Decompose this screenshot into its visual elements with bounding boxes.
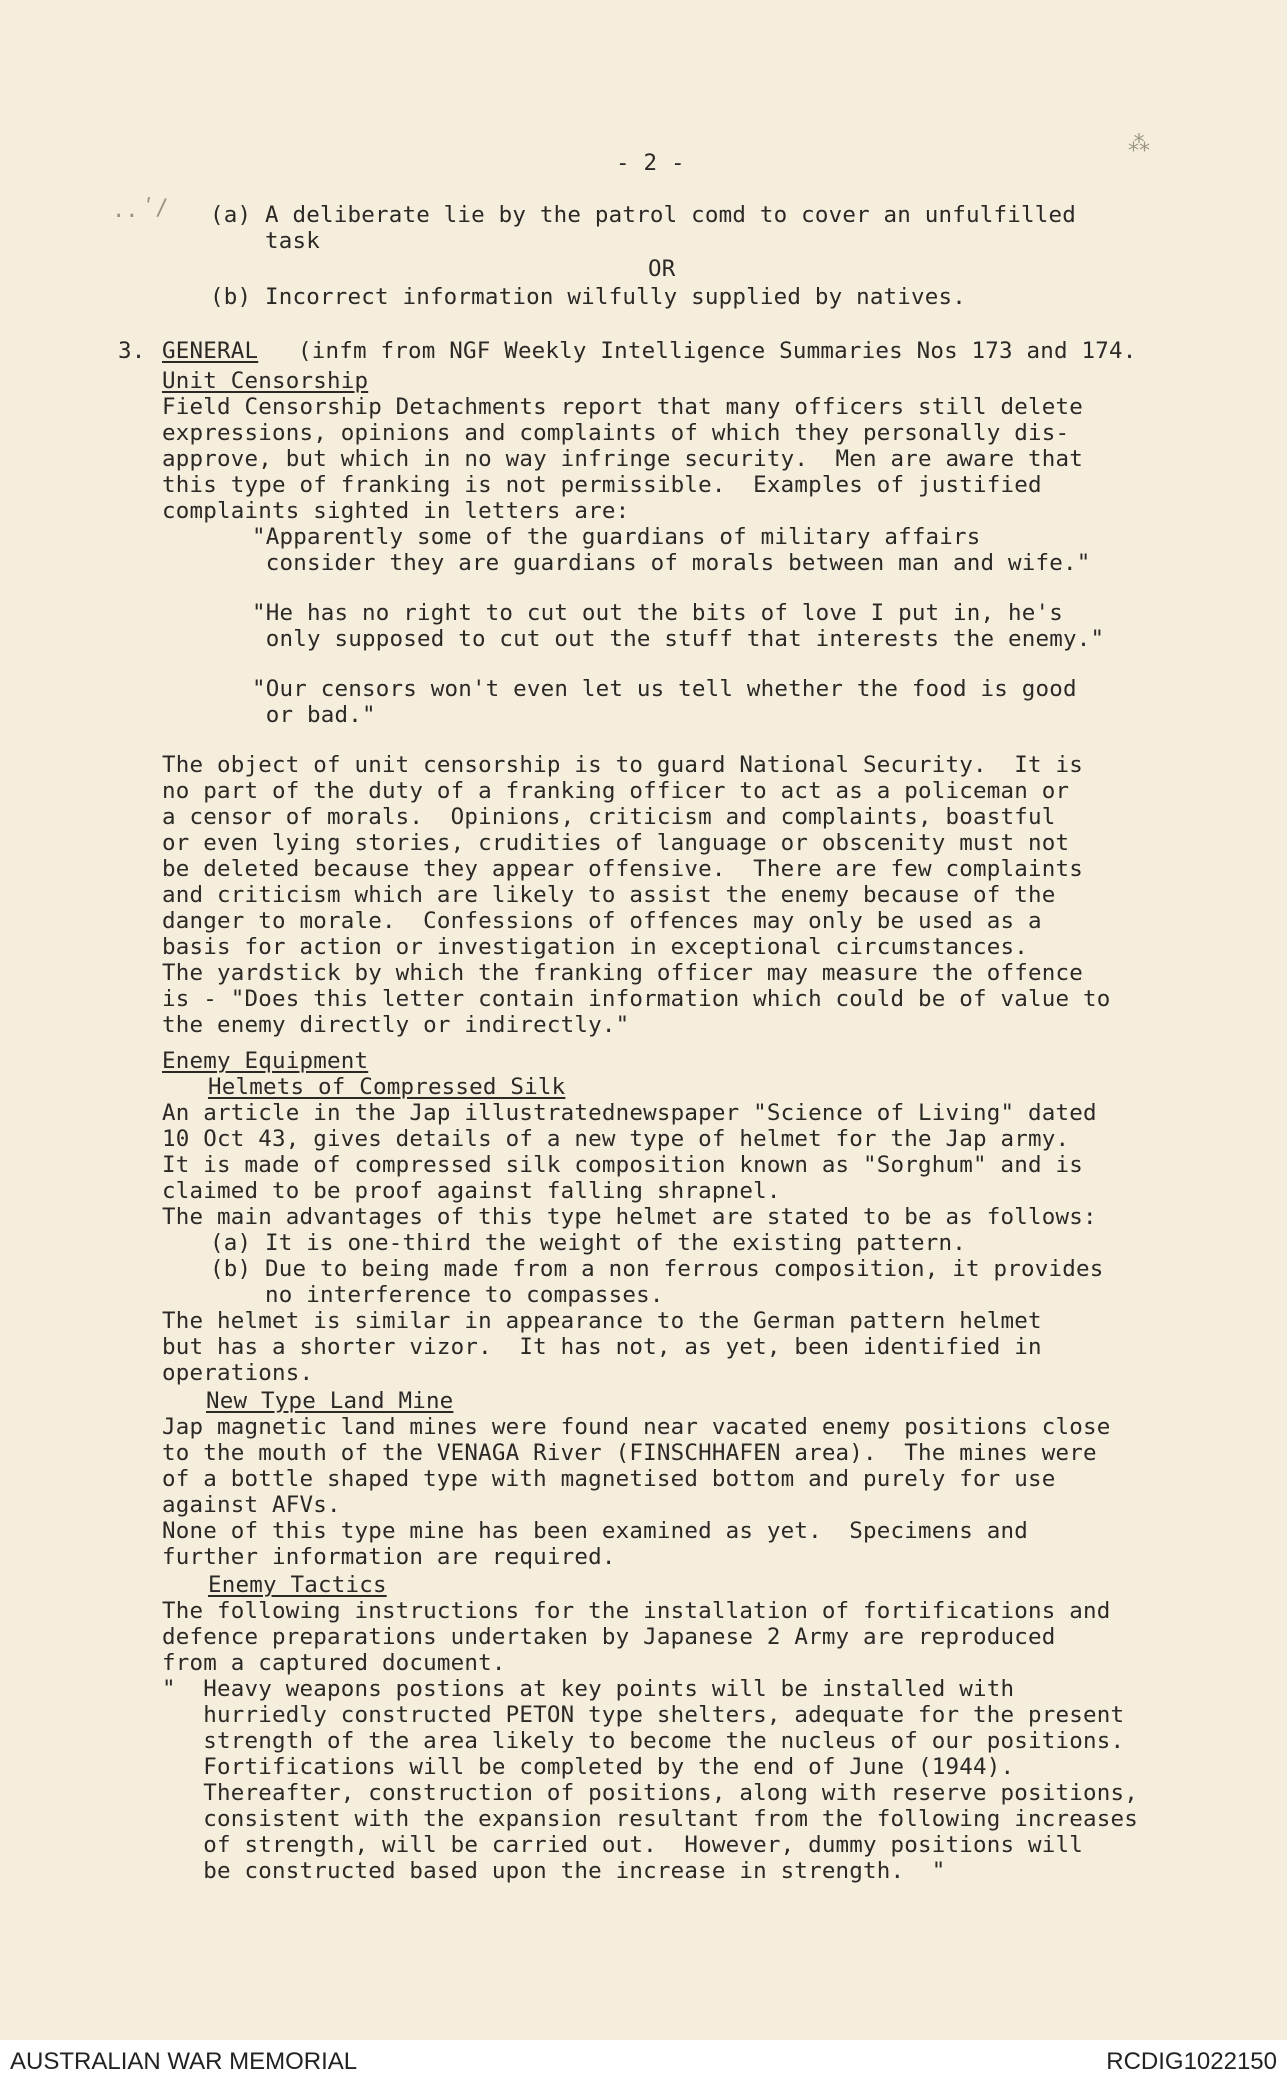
paragraph-line: The following instructions for the installation of fortifications and	[162, 1598, 1111, 1624]
quote-line: of strength, will be carried out. However, dummy positions will	[162, 1832, 1083, 1858]
quote-line: "He has no right to cut out the bits of love I put in, he's	[252, 600, 1064, 626]
list-item-b: (b) Due to being made from a non ferrous composition, it provides	[210, 1256, 1104, 1282]
quote-line: "Our censors won't even let us tell whether the food is good	[252, 676, 1077, 702]
paragraph-line: be deleted because they appear offensive. There are few complaints	[162, 856, 1083, 882]
paragraph-line: expressions, opinions and complaints of which they personally dis-	[162, 420, 1070, 446]
paragraph-line: defence preparations undertaken by Japanese 2 Army are reproduced	[162, 1624, 1056, 1650]
item-a-line-2: task	[210, 228, 320, 254]
paragraph-line: against AFVs.	[162, 1492, 341, 1518]
paragraph-line: The yardstick by which the franking officer may measure the offence	[162, 960, 1083, 986]
paragraph-line: is - "Does this letter contain information which could be of value to	[162, 986, 1111, 1012]
enemy-tactics-heading: Enemy Tactics	[208, 1572, 387, 1598]
paragraph-line: this type of franking is not permissible. Examples of justified	[162, 472, 1042, 498]
paragraph-line: the enemy directly or indirectly."	[162, 1012, 630, 1038]
paragraph-line: danger to morale. Confessions of offences may only be used as a	[162, 908, 1042, 934]
paragraph-line: basis for action or investigation in exceptional circumstances.	[162, 934, 1029, 960]
paragraph-line: It is made of compressed silk composition known as "Sorghum" and is	[162, 1152, 1083, 1178]
paragraph-line: The object of unit censorship is to guard National Security. It is	[162, 752, 1083, 778]
paragraph-line: no part of the duty of a franking officer to act as a policeman or	[162, 778, 1070, 804]
paragraph-line: An article in the Jap illustratednewspaper "Science of Living" dated	[162, 1100, 1097, 1126]
quote-line: hurriedly constructed PETON type shelters, adequate for the present	[162, 1702, 1125, 1728]
quote-line: strength of the area likely to become the nucleus of our positions.	[162, 1728, 1125, 1754]
quote-line: Thereafter, construction of positions, along with reserve positions,	[162, 1780, 1138, 1806]
helmets-heading: Helmets of Compressed Silk	[208, 1074, 566, 1100]
paragraph-line: further information are required.	[162, 1544, 616, 1570]
paragraph-line: None of this type mine has been examined as yet. Specimens and	[162, 1518, 1029, 1544]
paragraph-line: to the mouth of the VENAGA River (FINSCHHAFEN area). The mines were	[162, 1440, 1097, 1466]
quote-line: consider they are guardians of morals between man and wife."	[252, 550, 1091, 576]
or-text: OR	[648, 256, 676, 282]
stain-mark: ⁂	[1128, 132, 1150, 157]
list-item-a: (a) It is one-third the weight of the existing pattern.	[210, 1230, 967, 1256]
page-number: - 2 -	[616, 150, 685, 176]
footer-left: AUSTRALIAN WAR MEMORIAL	[10, 2048, 358, 2075]
paragraph-line: approve, but which in no way infringe security. Men are aware that	[162, 446, 1083, 472]
paragraph-line: Field Censorship Detachments report that many officers still delete	[162, 394, 1083, 420]
margin-dots: ··	[112, 204, 139, 229]
quote-line: only supposed to cut out the stuff that interests the enemy."	[252, 626, 1105, 652]
paragraph-line: 10 Oct 43, gives details of a new type of helmet for the Jap army.	[162, 1126, 1070, 1152]
unit-censorship-heading: Unit Censorship	[162, 368, 369, 394]
quote-line: Fortifications will be completed by the end of June (1944).	[162, 1754, 1015, 1780]
paragraph-line: of a bottle shaped type with magnetised bottom and purely for use	[162, 1466, 1056, 1492]
paragraph-line: a censor of morals. Opinions, criticism and complaints, boastful	[162, 804, 1056, 830]
quote-line: consistent with the expansion resultant from the following increases	[162, 1806, 1138, 1832]
quote-line: "Apparently some of the guardians of military affairs	[252, 524, 981, 550]
paragraph-line: or even lying stories, crudities of language or obscenity must not	[162, 830, 1070, 856]
paragraph-line: but has a shorter vizor. It has not, as yet, been identified in	[162, 1334, 1042, 1360]
section-source: (infm from NGF Weekly Intelligence Summaries Nos 173 and 174.	[298, 338, 1137, 364]
section-title: GENERAL	[162, 338, 259, 364]
paragraph-line: The main advantages of this type helmet are stated to be as follows:	[162, 1204, 1097, 1230]
quote-line: be constructed based upon the increase in strength. "	[162, 1858, 946, 1884]
quote-line: or bad."	[252, 702, 376, 728]
paragraph-line: and criticism which are likely to assist the enemy because of the	[162, 882, 1056, 908]
section-number: 3.	[118, 338, 146, 364]
paragraph-line: claimed to be proof against falling shrapnel.	[162, 1178, 781, 1204]
margin-pencil-mark: ʹ/	[142, 196, 169, 221]
enemy-equipment-heading: Enemy Equipment	[162, 1048, 369, 1074]
land-mine-heading: New Type Land Mine	[206, 1388, 454, 1414]
list-item-b: no interference to compasses.	[210, 1282, 664, 1308]
quote-line: " Heavy weapons postions at key points will be installed with	[162, 1676, 1015, 1702]
item-b: (b) Incorrect information wilfully supplied by natives.	[210, 284, 967, 310]
paragraph-line: operations.	[162, 1360, 314, 1386]
archive-footer	[0, 2040, 1287, 2082]
paragraph-line: Jap magnetic land mines were found near vacated enemy positions close	[162, 1414, 1111, 1440]
paragraph-line: The helmet is similar in appearance to the German pattern helmet	[162, 1308, 1042, 1334]
paragraph-line: from a captured document.	[162, 1650, 506, 1676]
paragraph-line: complaints sighted in letters are:	[162, 498, 630, 524]
item-a-line-1: (a) A deliberate lie by the patrol comd to cover an unfulfilled	[210, 202, 1077, 228]
footer-right: RCDIG1022150	[1106, 2048, 1277, 2075]
